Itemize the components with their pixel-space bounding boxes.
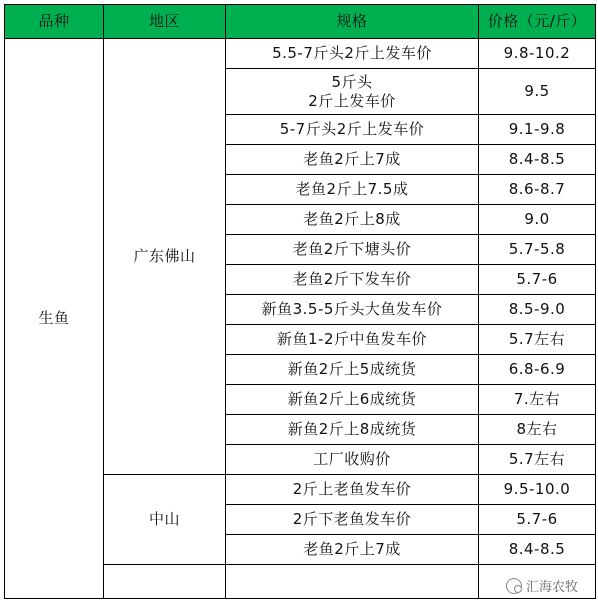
price-cell: 5.7左右 xyxy=(479,325,596,355)
spec-cell: 老鱼2斤下发车价 xyxy=(226,265,479,295)
price-table xyxy=(4,4,596,599)
spec-cell: 5-7斤头2斤上发车价 xyxy=(226,115,479,145)
price-cell: 8.6-8.7 xyxy=(479,175,596,205)
header-region: 地区 xyxy=(104,5,226,39)
watermark-text: 汇海农牧 xyxy=(525,580,578,595)
price-cell: 9.5-10.0 xyxy=(479,475,596,505)
empty-cell xyxy=(226,565,479,599)
spec-cell: 工厂收购价 xyxy=(226,445,479,475)
price-cell: 5.7-6 xyxy=(479,505,596,535)
price-cell: 6.8-6.9 xyxy=(479,355,596,385)
header-variety: 品种 xyxy=(5,5,104,39)
price-cell: 7.左右 xyxy=(479,385,596,415)
price-cell: 8.5-9.0 xyxy=(479,295,596,325)
price-cell: 5.7-5.8 xyxy=(479,235,596,265)
header-row xyxy=(5,5,596,39)
header-spec: 规格 xyxy=(226,5,479,39)
spec-line: 5斤头 xyxy=(331,72,373,91)
price-cell: 5.7-6 xyxy=(479,265,596,295)
spec-cell: 2斤下老鱼发车价 xyxy=(226,505,479,535)
spec-cell: 新鱼2斤上6成统货 xyxy=(226,385,479,415)
price-cell: 5.7左右 xyxy=(479,445,596,475)
region-cell-zhongshan: 中山 xyxy=(104,475,226,565)
spec-cell: 新鱼3.5-5斤头大鱼发车价 xyxy=(226,295,479,325)
wechat-icon xyxy=(506,578,522,594)
spec-cell: 老鱼2斤上8成 xyxy=(226,205,479,235)
spec-cell: 新鱼1-2斤中鱼发车价 xyxy=(226,325,479,355)
spec-cell: 老鱼2斤上7成 xyxy=(226,145,479,175)
watermark xyxy=(506,576,578,595)
spec-cell: 老鱼2斤下塘头价 xyxy=(226,235,479,265)
price-cell: 9.0 xyxy=(479,205,596,235)
spec-cell: 老鱼2斤上7成 xyxy=(226,535,479,565)
price-cell: 9.8-10.2 xyxy=(479,39,596,69)
variety-cell: 生鱼 xyxy=(5,39,104,599)
price-cell: 8左右 xyxy=(479,415,596,445)
price-cell: 9.5 xyxy=(479,69,596,115)
spec-cell: 5.5-7斤头2斤上发车价 xyxy=(226,39,479,69)
price-cell: 8.4-8.5 xyxy=(479,535,596,565)
spec-cell: 2斤上老鱼发车价 xyxy=(226,475,479,505)
empty-cell xyxy=(104,565,226,599)
region-cell-foshan: 广东佛山 xyxy=(104,39,226,475)
price-cell: 8.4-8.5 xyxy=(479,145,596,175)
price-cell: 9.1-9.8 xyxy=(479,115,596,145)
header-price: 价格（元/斤） xyxy=(479,5,596,39)
table-row xyxy=(5,39,596,69)
spec-cell: 新鱼2斤上8成统货 xyxy=(226,415,479,445)
spec-line: 2斤上发车价 xyxy=(308,91,396,110)
spec-cell: 新鱼2斤上5成统货 xyxy=(226,355,479,385)
spec-cell: 老鱼2斤上7.5成 xyxy=(226,175,479,205)
spec-cell xyxy=(226,69,479,115)
